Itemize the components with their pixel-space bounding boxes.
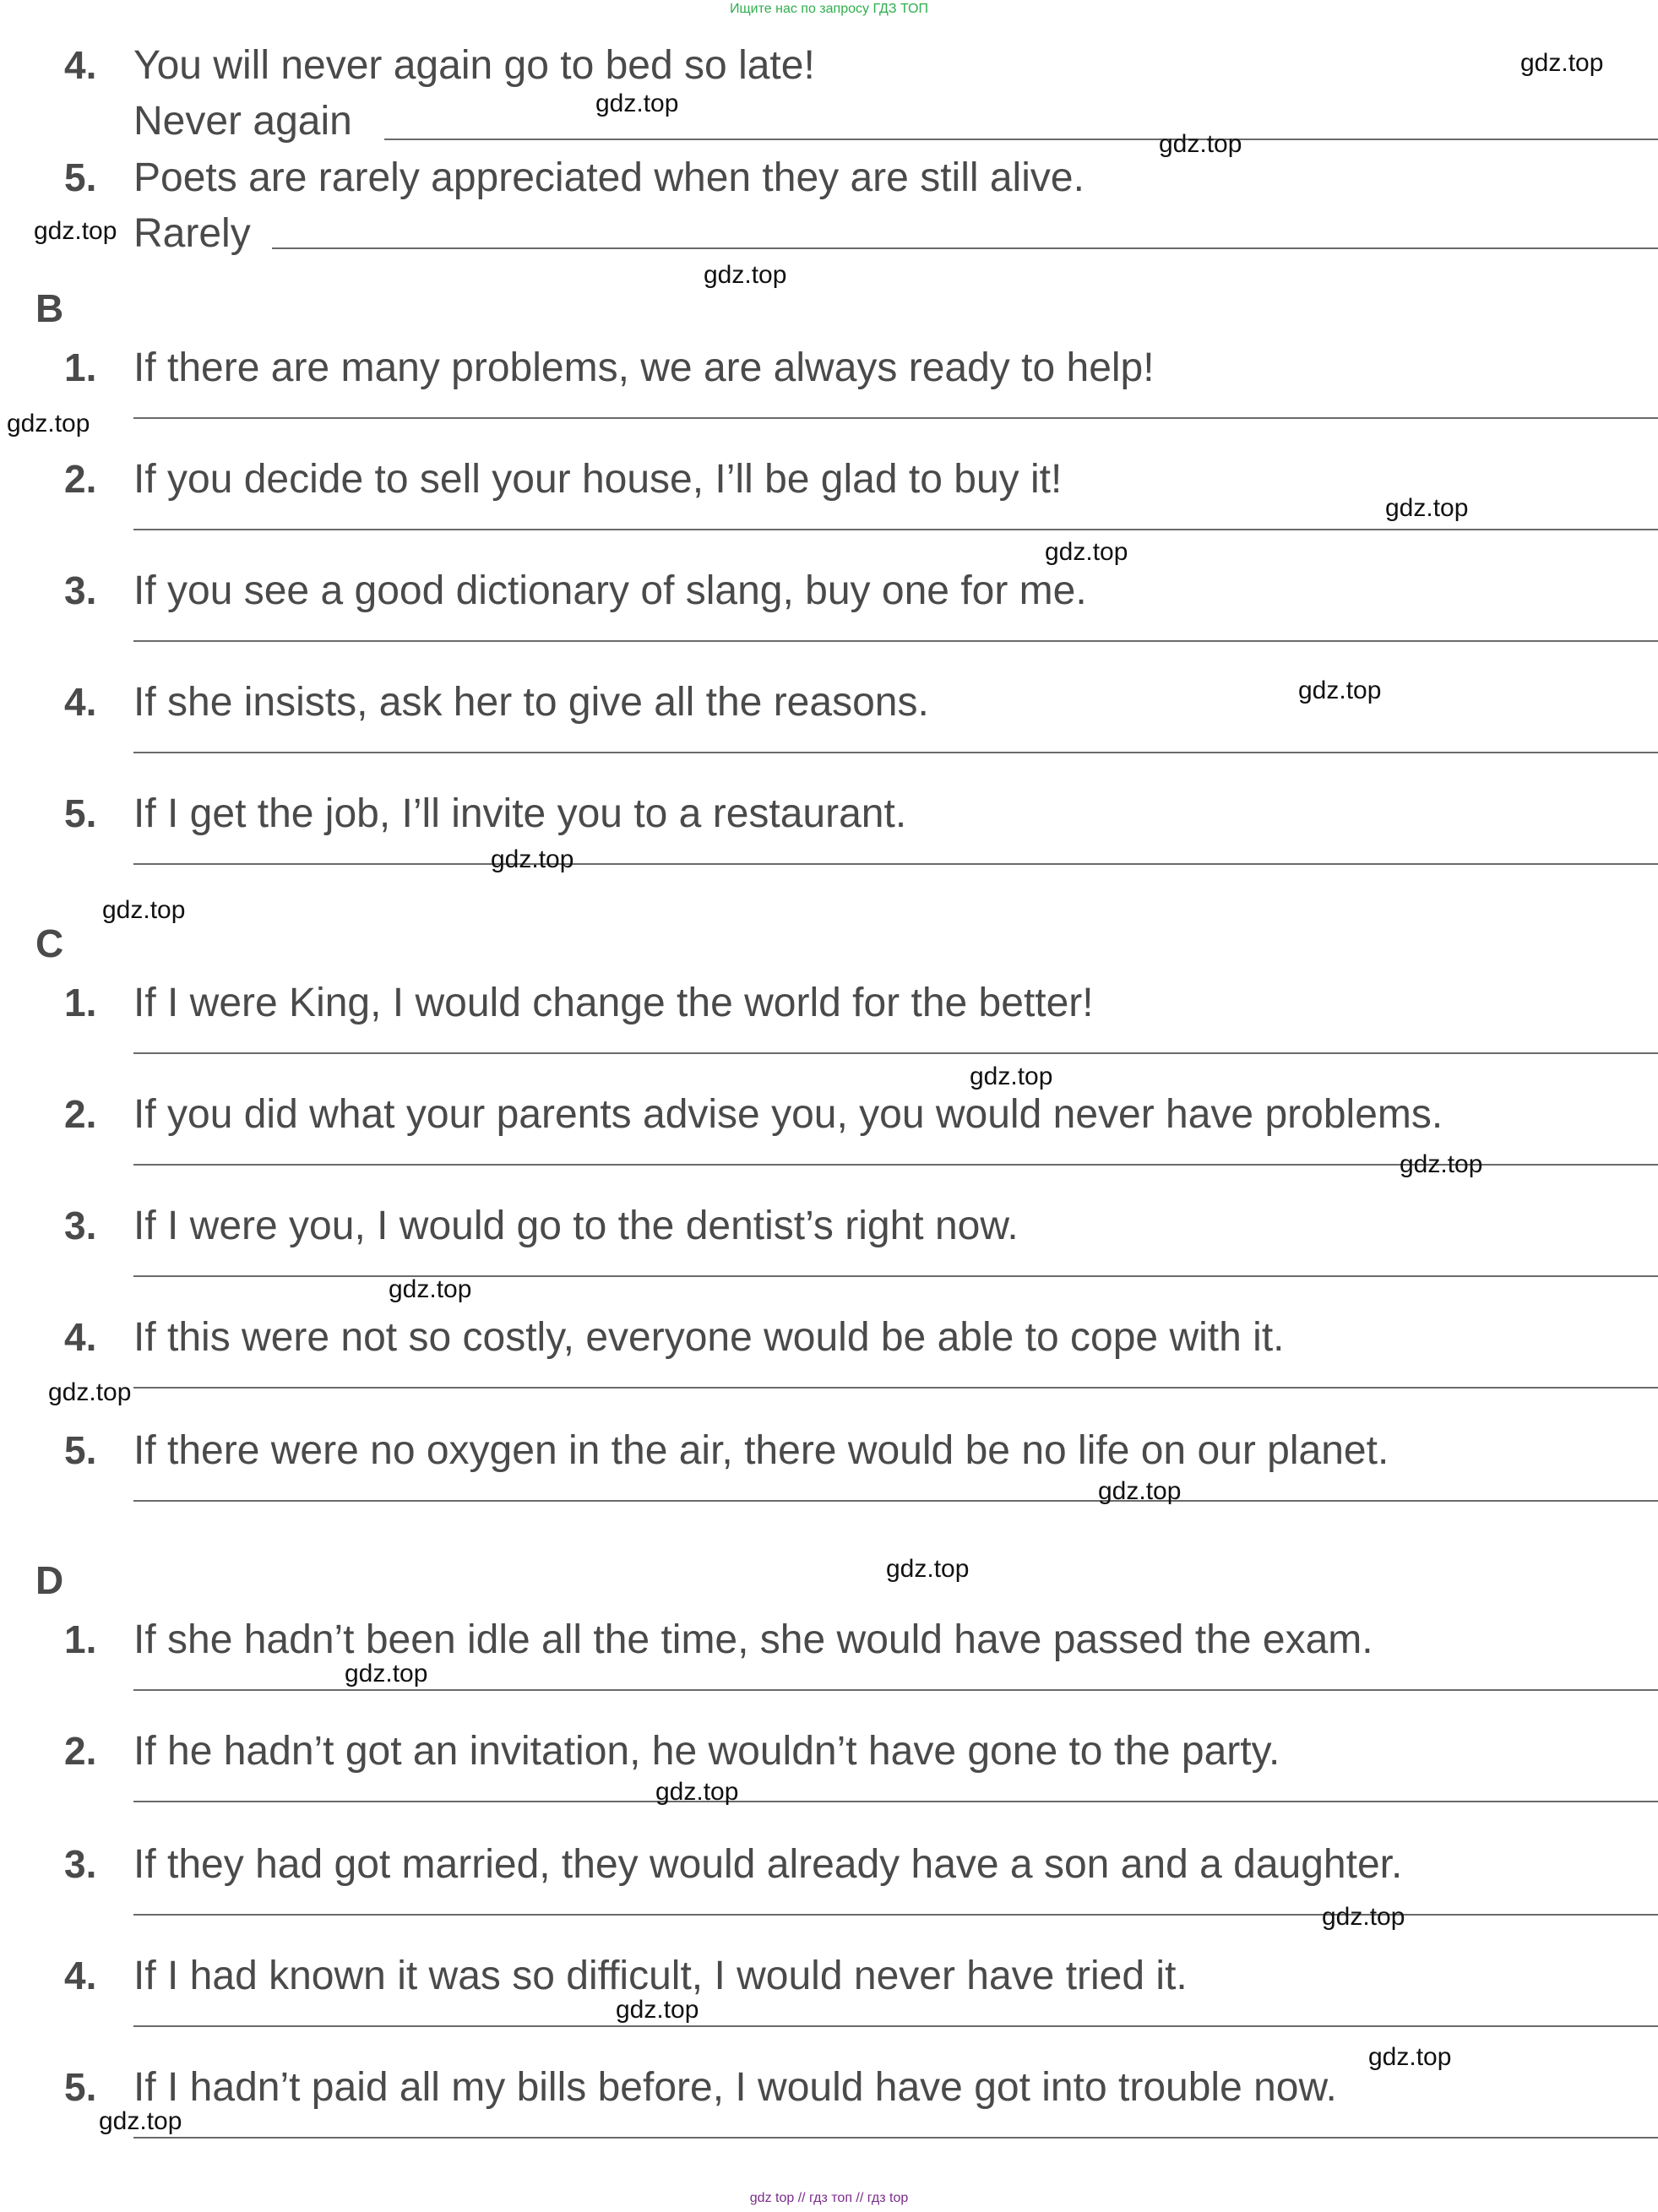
watermark: gdz.top	[34, 217, 117, 245]
watermark: gdz.top	[491, 845, 574, 873]
item-number: 4.	[64, 1315, 97, 1359]
answer-line[interactable]	[133, 1801, 1658, 1802]
exercise-item-d1	[0, 1617, 1658, 1728]
item-sentence: If I were you, I would go to the dentist’s right now.	[133, 1204, 1019, 1248]
watermark: gdz.top	[1322, 1903, 1405, 1931]
item-number: 3.	[64, 1842, 97, 1886]
item-sentence: You will never again go to bed so late!	[133, 43, 815, 88]
exercise-item-c3	[0, 1203, 1658, 1314]
exercise-item-a4	[0, 42, 1658, 154]
item-number: 5.	[64, 155, 97, 199]
section-letter-c: C	[35, 921, 64, 965]
exercise-item-a5	[0, 155, 1658, 266]
item-number: 2.	[64, 457, 97, 501]
item-sentence: If I were King, I would change the world for the better!	[133, 981, 1094, 1025]
answer-prefix: Never again	[133, 99, 352, 144]
watermark: gdz.top	[7, 410, 90, 438]
watermark: gdz.top	[1400, 1150, 1483, 1178]
exercise-item-b1	[0, 345, 1658, 456]
exercise-item-d3	[0, 1841, 1658, 1953]
watermark: gdz.top	[1298, 677, 1382, 704]
watermark: gdz.top	[616, 1996, 699, 2024]
watermark: gdz.top	[1098, 1477, 1182, 1505]
exercise-item-c5	[0, 1427, 1658, 1539]
item-sentence: If she hadn’t been idle all the time, she would have passed the exam.	[133, 1617, 1373, 1662]
watermark: gdz.top	[48, 1378, 132, 1406]
answer-line[interactable]	[133, 1914, 1658, 1916]
answer-line[interactable]	[133, 1500, 1658, 1502]
exercise-item-c2	[0, 1091, 1658, 1203]
exercise-item-d5	[0, 2064, 1658, 2176]
item-sentence: If you decide to sell your house, I’ll be glad to buy it!	[133, 457, 1063, 502]
item-number: 4.	[64, 680, 97, 724]
exercise-item-c1	[0, 980, 1658, 1091]
answer-line[interactable]	[272, 247, 1658, 249]
item-sentence: If they had got married, they would already have a son and a daughter.	[133, 1842, 1403, 1887]
item-sentence: If I get the job, I’ll invite you to a restaurant.	[133, 791, 907, 836]
watermark: gdz.top	[102, 896, 186, 924]
watermark: gdz.top	[655, 1778, 739, 1806]
answer-line[interactable]	[133, 529, 1658, 530]
item-number: 5.	[64, 1428, 97, 1472]
top-banner[interactable]: Ищите нас по запросу ГДЗ ТОП	[730, 2, 928, 16]
item-number: 4.	[64, 43, 97, 87]
answer-line[interactable]	[133, 752, 1658, 753]
watermark: gdz.top	[99, 2107, 182, 2135]
watermark: gdz.top	[1368, 2043, 1452, 2071]
section-letter-b: B	[35, 286, 64, 330]
item-number: 4.	[64, 1954, 97, 1997]
watermark: gdz.top	[1520, 49, 1604, 77]
exercise-item-b4	[0, 679, 1658, 791]
answer-line[interactable]	[133, 1052, 1658, 1054]
item-sentence: If there were no oxygen in the air, there would be no life on our planet.	[133, 1428, 1389, 1473]
item-sentence: If you did what your parents advise you, you would never have problems.	[133, 1092, 1443, 1137]
item-number: 5.	[64, 791, 97, 835]
exercise-item-c4	[0, 1314, 1658, 1426]
item-sentence: If you see a good dictionary of slang, buy one for me.	[133, 568, 1087, 613]
answer-line[interactable]	[133, 1275, 1658, 1277]
item-sentence: Poets are rarely appreciated when they are still alive.	[133, 155, 1084, 200]
watermark: gdz.top	[1159, 130, 1242, 158]
item-number: 2.	[64, 1092, 97, 1136]
answer-line[interactable]	[133, 2137, 1658, 2139]
item-number: 3.	[64, 1204, 97, 1247]
answer-line[interactable]	[133, 1689, 1658, 1691]
answer-line[interactable]	[384, 139, 1658, 140]
item-number: 3.	[64, 568, 97, 612]
watermark: gdz.top	[1045, 538, 1128, 566]
item-number: 5.	[64, 2065, 97, 2109]
item-sentence: If he hadn’t got an invitation, he wouldn’t have gone to the party.	[133, 1729, 1280, 1774]
bottom-banner[interactable]: gdz top // гдз топ // гдз top	[749, 2191, 909, 2205]
answer-prefix: Rarely	[133, 211, 251, 256]
answer-line[interactable]	[133, 417, 1658, 419]
item-sentence: If I had known it was so difficult, I would never have tried it.	[133, 1954, 1188, 1998]
section-letter-d: D	[35, 1558, 64, 1602]
answer-line[interactable]	[133, 2025, 1658, 2027]
watermark: gdz.top	[1385, 494, 1469, 522]
answer-line[interactable]	[133, 640, 1658, 642]
item-sentence: If there are many problems, we are always ready to help!	[133, 345, 1155, 390]
item-number: 1.	[64, 1617, 97, 1661]
item-number: 1.	[64, 981, 97, 1024]
watermark: gdz.top	[389, 1275, 472, 1303]
watermark: gdz.top	[345, 1660, 428, 1688]
item-number: 2.	[64, 1729, 97, 1773]
answer-line[interactable]	[133, 1387, 1658, 1389]
watermark: gdz.top	[970, 1063, 1053, 1090]
answer-line[interactable]	[133, 863, 1658, 865]
exercise-item-b3	[0, 568, 1658, 679]
item-number: 1.	[64, 345, 97, 389]
watermark: gdz.top	[704, 261, 787, 289]
item-sentence: If this were not so costly, everyone would be able to cope with it.	[133, 1315, 1285, 1360]
watermark: gdz.top	[595, 90, 679, 117]
item-sentence: If I hadn’t paid all my bills before, I would have got into trouble now.	[133, 2065, 1337, 2110]
item-sentence: If she insists, ask her to give all the reasons.	[133, 680, 929, 725]
watermark: gdz.top	[886, 1555, 970, 1583]
exercise-item-b5	[0, 791, 1658, 902]
exercise-item-d2	[0, 1728, 1658, 1840]
